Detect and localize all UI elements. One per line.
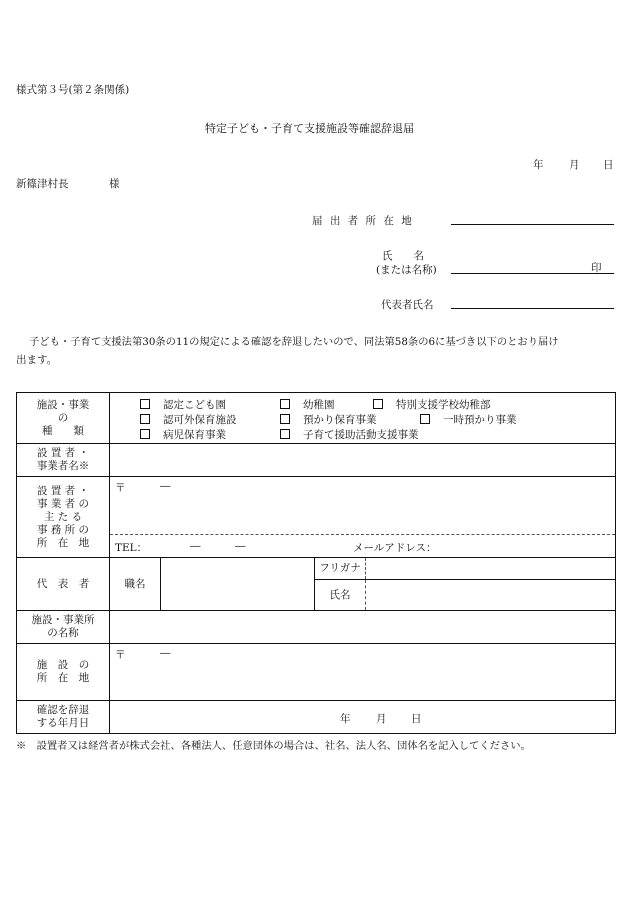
postal-dash: ― bbox=[160, 480, 171, 492]
date-day: 日 bbox=[603, 159, 614, 171]
furigana-field[interactable] bbox=[366, 558, 616, 580]
furigana-label: フリガナ bbox=[315, 558, 366, 580]
office-label-line: 所 在 地 bbox=[36, 536, 90, 549]
facility-name-field[interactable] bbox=[110, 611, 616, 644]
applicant-name-field[interactable] bbox=[451, 273, 614, 274]
operator-name-field[interactable] bbox=[110, 444, 616, 477]
row-representative-furigana bbox=[17, 558, 616, 580]
facility-postal-dash: ― bbox=[160, 647, 171, 659]
option-label: 認可外保育施設 bbox=[163, 414, 237, 426]
tel-dash: ― bbox=[190, 540, 201, 552]
rep-name-label: 氏名 bbox=[315, 580, 366, 611]
addressee-honorific: 様 bbox=[109, 178, 120, 190]
option-label: 特別支援学校幼稚部 bbox=[396, 399, 491, 411]
option-tokubetsu-shien[interactable] bbox=[373, 397, 491, 412]
office-label-line: 事 務 所 の bbox=[36, 523, 89, 536]
checkbox-icon[interactable] bbox=[280, 429, 290, 439]
option-ninkagai-hoiku[interactable] bbox=[140, 412, 237, 427]
date-year: 年 bbox=[533, 159, 544, 171]
checkbox-icon[interactable] bbox=[140, 399, 150, 409]
option-label: 病児保育事業 bbox=[163, 429, 226, 441]
option-yochien[interactable] bbox=[280, 397, 335, 412]
facility-addr-label-line: 施 設 の bbox=[36, 659, 90, 671]
facility-postal-mark: 〒 bbox=[115, 649, 126, 661]
office-address-label bbox=[17, 477, 110, 558]
facility-name-label-line: 施設・事業所 bbox=[31, 614, 95, 626]
option-label: 幼稚園 bbox=[303, 399, 335, 411]
withdrawal-label-line: 確認を辞退 bbox=[36, 704, 90, 716]
applicant-address-field[interactable] bbox=[451, 224, 614, 225]
checkbox-icon[interactable] bbox=[140, 414, 150, 424]
facility-type-label-line: 施設・事業 bbox=[36, 398, 90, 411]
option-byoji-hoiku[interactable] bbox=[140, 427, 226, 442]
rep-name-field[interactable] bbox=[366, 580, 616, 611]
seal-mark: 印 bbox=[591, 262, 602, 274]
representative-label: 代 表 者 bbox=[17, 558, 110, 611]
facility-type-label-line: の bbox=[57, 411, 69, 424]
checkbox-icon[interactable] bbox=[420, 414, 430, 424]
option-label: 一時預かり事業 bbox=[443, 414, 517, 426]
withdraw-day: 日 bbox=[411, 713, 422, 725]
applicant-address-label: 届 出 者 所 在 地 bbox=[312, 215, 414, 227]
office-label-line: 事 業 者 の bbox=[36, 497, 89, 510]
facility-name-label-line: の名称 bbox=[47, 627, 79, 639]
row-office-address bbox=[17, 477, 616, 558]
checkbox-icon[interactable] bbox=[280, 414, 290, 424]
facility-address-label bbox=[17, 644, 110, 701]
checkbox-icon[interactable] bbox=[373, 399, 383, 409]
tel-label: TEL： bbox=[115, 542, 148, 554]
option-label: 子育て援助活動支援事業 bbox=[303, 429, 419, 441]
row-facility-type bbox=[17, 393, 616, 444]
title-label: 職名 bbox=[110, 558, 161, 611]
option-kosodate-enjo[interactable] bbox=[280, 427, 419, 442]
option-nintei-kodomoen[interactable] bbox=[140, 397, 226, 412]
facility-type-label-line: 種 類 bbox=[42, 424, 84, 437]
representative-field[interactable] bbox=[451, 308, 614, 309]
option-label: 認定こども園 bbox=[163, 399, 226, 411]
date-month: 月 bbox=[569, 159, 580, 171]
operator-label-line: 設 置 者 ・ bbox=[36, 447, 89, 459]
applicant-name-label-sub: (または名称) bbox=[376, 264, 437, 276]
option-label: 預かり保育事業 bbox=[303, 414, 377, 426]
checkbox-icon[interactable] bbox=[280, 399, 290, 409]
withdrawal-date-field[interactable] bbox=[110, 701, 616, 734]
office-address-cell[interactable] bbox=[110, 477, 616, 558]
operator-label-line: 事業者名※ bbox=[36, 460, 90, 472]
footnote: ※ 設置者又は経営者が株式会社、各種法人、任意団体の場合は、社名、法人名、団体名を記入してください。 bbox=[16, 740, 531, 752]
form-number: 様式第３号(第２条関係) bbox=[16, 84, 130, 96]
withdrawal-date-label bbox=[17, 701, 110, 734]
address-divider bbox=[110, 534, 615, 535]
row-withdrawal-date bbox=[17, 701, 616, 734]
addressee-name: 新篠津村長 bbox=[16, 178, 69, 190]
facility-type-options bbox=[110, 393, 616, 444]
facility-addr-label-line: 所 在 地 bbox=[36, 672, 90, 684]
withdrawal-form-table bbox=[16, 392, 616, 734]
option-azukari-hoiku[interactable] bbox=[280, 412, 377, 427]
withdraw-year: 年 bbox=[340, 713, 351, 725]
facility-name-label bbox=[17, 611, 110, 644]
facility-address-field[interactable] bbox=[110, 644, 616, 701]
postal-mark: 〒 bbox=[115, 482, 126, 494]
row-facility-name bbox=[17, 611, 616, 644]
body-text-line-2: 出ます。 bbox=[16, 354, 58, 366]
option-ichiji-azukari[interactable] bbox=[420, 412, 517, 427]
email-label: メールアドレス： bbox=[353, 542, 437, 554]
office-label-line: 主 た る bbox=[43, 510, 83, 523]
operator-label bbox=[17, 444, 110, 477]
title-field[interactable] bbox=[161, 558, 315, 611]
document-title: 特定子ども・子育て支援施設等確認辞退届 bbox=[205, 122, 414, 135]
tel-dash: ― bbox=[235, 540, 246, 552]
row-operator bbox=[17, 444, 616, 477]
withdraw-month: 月 bbox=[376, 713, 387, 725]
row-facility-address bbox=[17, 644, 616, 701]
withdrawal-label-line: する年月日 bbox=[36, 717, 90, 729]
representative-label: 代表者氏名 bbox=[381, 299, 434, 311]
office-label-line: 設 置 者 ・ bbox=[36, 484, 89, 497]
checkbox-icon[interactable] bbox=[140, 429, 150, 439]
applicant-name-label: 氏 名 bbox=[382, 250, 424, 262]
facility-type-label bbox=[17, 393, 110, 444]
body-text-line-1: 子ども・子育て支援法第30条の11の規定による確認を辞退したいので、同法第58条の6に基づき以下のとおり届け bbox=[29, 336, 559, 348]
